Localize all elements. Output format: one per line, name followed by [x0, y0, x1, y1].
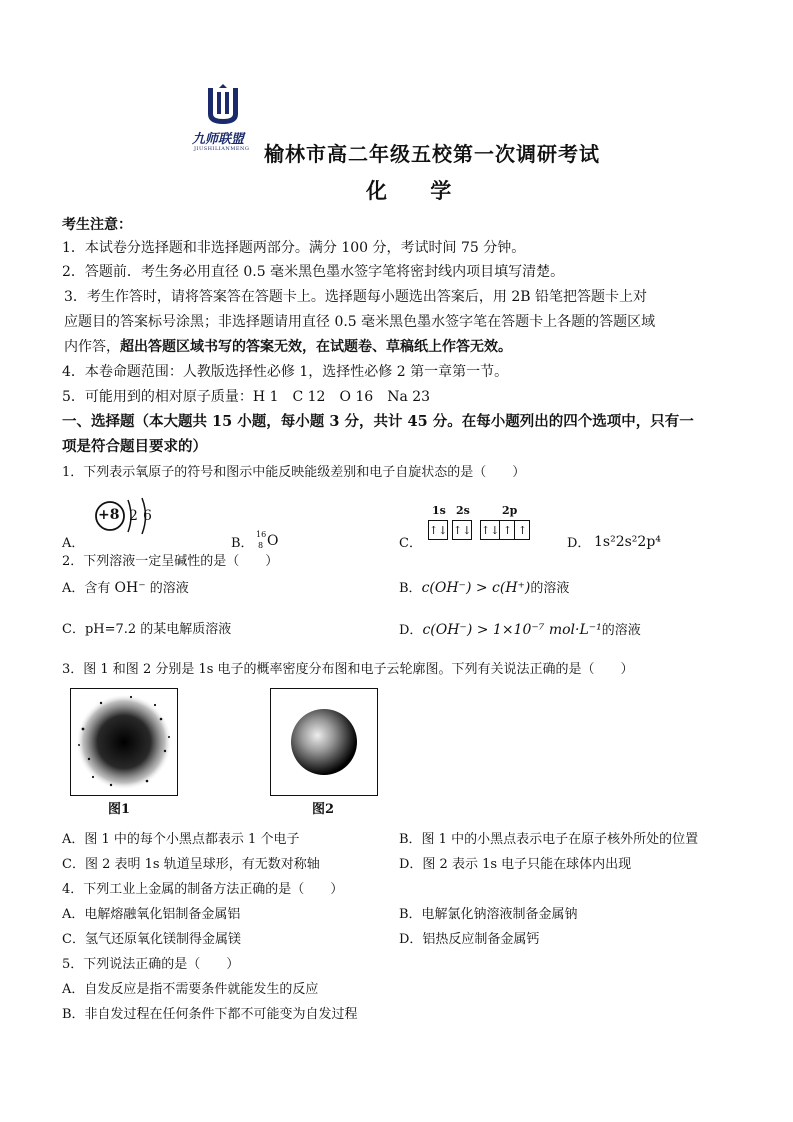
orbital-label-1s: 1s — [432, 504, 446, 517]
q5-option-b: B．非自发过程在任何条件下都不可能变为自发过程 — [62, 1007, 358, 1022]
subject-title: 化 学 — [366, 178, 470, 203]
q4-option-b: B．电解氯化钠溶液制备金属钠 — [399, 907, 578, 922]
orbital-box-2s — [452, 520, 472, 540]
section-heading-line1: 一、选择题（本大题共 15 小题，每小题 3 分，共计 45 分。在每小题列出的四个选项中，只有一 — [62, 413, 694, 430]
q2-option-b — [399, 578, 569, 599]
q1-option-b-label: B． — [231, 536, 254, 551]
orbital-cell: ↑ — [515, 521, 530, 540]
electron-sphere-icon — [271, 689, 377, 795]
q2-stem: 2．下列溶液一定呈碱性的是（ ） — [62, 554, 279, 569]
q1-electron-config: 1s²2s²2p⁴ — [594, 534, 661, 550]
jiushi-logo — [190, 84, 256, 156]
q2-option-b-suffix: 的溶液 — [530, 581, 570, 596]
orbital-label-2s: 2s — [456, 504, 470, 517]
q1-nucleus-charge: +8 — [98, 507, 120, 523]
q4-stem: 4．下列工业上金属的制备方法正确的是（ ） — [62, 882, 344, 897]
q1-stem: 1．下列表示氧原子的符号和图示中能反映能级差别和电子自旋状态的是（ ） — [62, 465, 526, 480]
orbital-cell: ↑↓ — [481, 521, 500, 540]
logo-subtext: JIUSHILIANMENG — [194, 146, 250, 152]
q3-figure2-caption: 图2 — [312, 802, 335, 817]
notice-item-5: 5．可能用到的相对原子质量：H 1 C 12 O 16 Na 23 — [62, 389, 431, 405]
q3-option-a: A．图 1 中的每个小黑点都表示 1 个电子 — [62, 832, 300, 847]
q1-atom-structure-diagram — [92, 496, 172, 536]
q1-nuclide-symbol — [256, 530, 286, 554]
q3-stem: 3．图 1 和图 2 分别是 1s 电子的概率密度分布图和电子云轮廓图。下列有关说法正确的是（ ） — [62, 662, 634, 677]
q4-option-c: C．氢气还原氧化镁制得金属镁 — [62, 932, 241, 947]
notice-item-3c-bold: 超出答题区域书写的答案无效，在试题卷、草稿纸上作答无效。 — [120, 339, 512, 355]
orbital-cell: ↑ — [500, 521, 515, 540]
exam-title: 榆林市高二年级五校第一次调研考试 — [264, 142, 600, 166]
orbital-box-1s — [428, 520, 448, 540]
q2-option-a — [62, 578, 189, 599]
q3-option-c: C．图 2 表明 1s 轨道呈球形，有无数对称轴 — [62, 857, 320, 872]
notice-item-3b: 应题目的答案标号涂黑；非选择题请用直径 0.5 毫米黑色墨水签字笔在答题卡上各题的答题区域 — [64, 314, 656, 330]
orbital-cell: ↑↓ — [429, 521, 448, 540]
notice-heading: 考生注意： — [62, 217, 132, 233]
notice-item-1: 1．本试卷分选择题和非选择题两部分。满分 100 分，考试时间 75 分钟。 — [62, 240, 526, 256]
notice-item-3c — [64, 337, 512, 357]
q1-option-a-label: A． — [62, 536, 85, 551]
q5-option-a: A．自发反应是指不需要条件就能发生的反应 — [62, 982, 319, 997]
logo-text: 九师联盟 — [192, 132, 245, 147]
q2-option-d-suffix: 的溶液 — [601, 623, 641, 638]
q2-option-c: C．pH=7.2 的某电解质溶液 — [62, 622, 232, 637]
q1-shell1-count: 2 — [129, 508, 138, 524]
q2-option-d — [399, 620, 641, 641]
q5-stem: 5．下列说法正确的是（ ） — [62, 957, 240, 972]
q2-option-b-prefix: B． — [399, 581, 422, 596]
notice-item-3a: 3．考生作答时，请将答案答在答题卡上。选择题每小题选出答案后，用 2B 铅笔把答题卡上对 — [64, 289, 648, 305]
q2-hydroxide-ion: OH⁻ — [114, 580, 146, 596]
q2-option-b-expression: c(OH⁻) > c(H⁺) — [421, 580, 531, 596]
q1-option-d-label: D． — [567, 536, 591, 551]
q2-option-d-expression: c(OH⁻) > 1×10⁻⁷ mol·L⁻¹ — [422, 622, 602, 638]
q1-element-symbol: O — [267, 533, 279, 549]
q3-figure1-caption: 图1 — [108, 802, 131, 817]
q3-figure1-probability-density — [70, 688, 178, 796]
q2-option-d-prefix: D． — [399, 623, 423, 638]
q2-option-a-prefix: A．含有 — [62, 581, 115, 596]
q1-mass-number: 16 — [256, 530, 267, 539]
q1-atomic-number: 8 — [258, 541, 264, 550]
notice-item-2: 2．答题前．考生务必用直径 0.5 毫米黑色墨水签字笔将密封线内项目填写清楚。 — [62, 264, 565, 280]
q3-option-d: D．图 2 表示 1s 电子只能在球体内出现 — [399, 857, 632, 872]
electron-dot-cloud-icon — [71, 689, 177, 795]
orbital-label-2p: 2p — [502, 504, 518, 517]
q3-option-b: B．图 1 中的小黑点表示电子在原子核外所处的位置 — [399, 832, 699, 847]
notice-item-4: 4．本卷命题范围：人教版选择性必修 1，选择性必修 2 第一章第一节。 — [62, 364, 509, 380]
q3-figure2-electron-cloud — [270, 688, 378, 796]
q1-option-c-label: C． — [399, 536, 422, 551]
q2-option-a-suffix: 的溶液 — [145, 581, 189, 596]
q4-option-d: D．铝热反应制备金属钙 — [399, 932, 540, 947]
orbital-cell: ↑↓ — [453, 521, 472, 540]
notice-item-3c-plain: 内作答， — [64, 339, 120, 355]
orbital-box-2p — [480, 520, 530, 540]
section-heading-line2: 项是符合题目要求的） — [62, 438, 207, 455]
q1-shell2-count: 6 — [143, 508, 152, 524]
q4-option-a: A．电解熔融氧化铝制备金属铝 — [62, 907, 241, 922]
q1-orbital-diagram — [428, 504, 548, 548]
